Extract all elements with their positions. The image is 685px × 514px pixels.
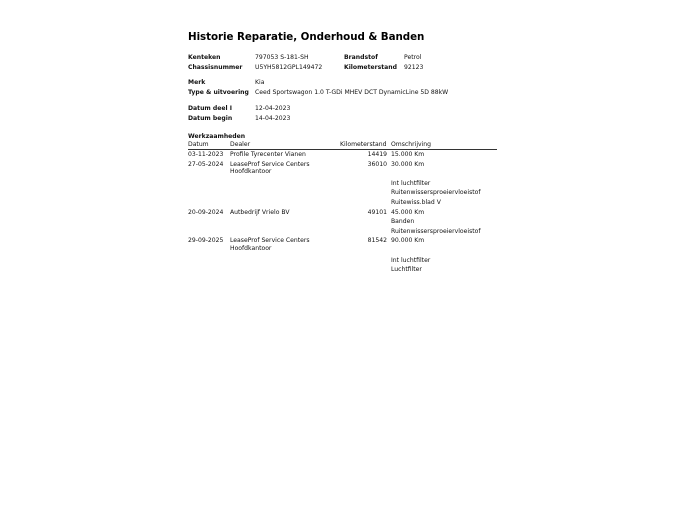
column-header-kilometerstand: Kilometerstand	[340, 140, 387, 148]
type-label: Type & uitvoering	[188, 88, 249, 96]
cell-datum: 27-05-2024	[188, 160, 224, 168]
datum-deel1-label: Datum deel I	[188, 105, 232, 113]
omschrijving-line	[391, 246, 497, 256]
datum-begin-label: Datum begin	[188, 114, 233, 122]
table-row	[188, 208, 497, 237]
type-row	[188, 88, 498, 98]
cell-kilometerstand: 36010	[367, 160, 387, 168]
omschrijving-line: Banden	[391, 218, 415, 226]
omschrijving-line: Ruitenwissersproeiervloeistof	[391, 227, 481, 235]
chassis-row	[188, 63, 498, 73]
table-row	[188, 236, 497, 274]
cell-kilometerstand: 81542	[367, 237, 387, 245]
type-value: Ceed Sportswagon 1.0 T-GDi MHEV DCT DynamicLine 5D 88kW	[255, 88, 449, 96]
omschrijving-line: 90.000 Km	[391, 237, 425, 245]
kilometerstand-label: Kilometerstand	[344, 63, 397, 71]
omschrijving-line: Ruitenwissersproeiervloeistof	[391, 189, 481, 197]
omschrijving-line: Int luchtfilter	[391, 256, 431, 264]
datum-begin-value: 14-04-2023	[255, 114, 291, 122]
dealer-line: LeaseProf Service Centers	[230, 160, 310, 168]
table-row	[188, 149, 497, 159]
omschrijving-line: 15.000 Km	[391, 150, 425, 158]
dealer-line: Hoofdkantoor	[230, 244, 272, 252]
datum-deel1-row	[188, 104, 498, 114]
dates-section	[188, 104, 498, 123]
chassis-label: Chassisnummer	[188, 63, 243, 71]
kenteken-label: Kenteken	[188, 54, 221, 61]
kenteken-value: 797053 S-181-SH	[255, 54, 309, 61]
omschrijving-line	[391, 169, 497, 179]
table-row	[188, 160, 497, 208]
cell-kilometerstand: 49101	[367, 208, 387, 216]
model-section	[188, 78, 498, 97]
omschrijving-line: 30.000 Km	[391, 160, 425, 168]
merk-label: Merk	[188, 79, 206, 87]
cell-dealer	[230, 236, 340, 274]
brandstof-value: Petrol	[404, 54, 422, 61]
cell-datum: 20-09-2024	[188, 208, 224, 216]
werkzaamheden-section	[188, 132, 498, 275]
omschrijving-line: 45.000 Km	[391, 208, 425, 216]
cell-dealer	[230, 149, 340, 159]
dealer-line: Hoofdkantoor	[230, 168, 272, 176]
datum-deel1-value: 12-04-2023	[255, 105, 291, 113]
cell-dealer	[230, 208, 340, 237]
dealer-line: LeaseProf Service Centers	[230, 237, 310, 245]
brandstof-label: Brandstof	[344, 54, 378, 61]
cell-omschrijving	[387, 236, 497, 274]
omschrijving-line: Ruitewiss.blad V	[391, 198, 441, 206]
merk-row	[188, 78, 498, 88]
cell-dealer	[230, 160, 340, 208]
column-header-datum: Datum	[188, 141, 230, 150]
chassis-value: U5YH5812GPL149472	[255, 63, 323, 71]
omschrijving-line: Luchtfilter	[391, 266, 422, 274]
kilometerstand-value: 92123	[404, 63, 424, 71]
cell-omschrijving	[387, 208, 497, 237]
cell-datum: 03-11-2023	[188, 150, 224, 158]
dealer-line: Profile Tyrecenter Vianen	[230, 150, 306, 158]
vehicle-info-section	[188, 53, 498, 72]
column-header-dealer: Dealer	[230, 141, 340, 150]
omschrijving-line: Int luchtfilter	[391, 179, 431, 187]
column-header-omschrijving: Omschrijving	[387, 141, 497, 150]
werkzaamheden-title: Werkzaamheden	[188, 132, 246, 140]
werkzaamheden-table	[188, 141, 497, 275]
kenteken-row	[188, 53, 498, 63]
table-header-row	[188, 141, 497, 150]
datum-begin-row	[188, 114, 498, 124]
cell-kilometerstand: 14419	[367, 150, 387, 158]
page-title: Historie Reparatie, Onderhoud & Banden	[188, 31, 425, 43]
cell-omschrijving	[387, 149, 497, 159]
report-document	[188, 31, 498, 275]
dealer-line: Autbedrijf Vrielo BV	[230, 208, 290, 216]
cell-omschrijving	[387, 160, 497, 208]
merk-value: Kia	[255, 79, 265, 87]
cell-datum: 29-09-2025	[188, 237, 224, 245]
